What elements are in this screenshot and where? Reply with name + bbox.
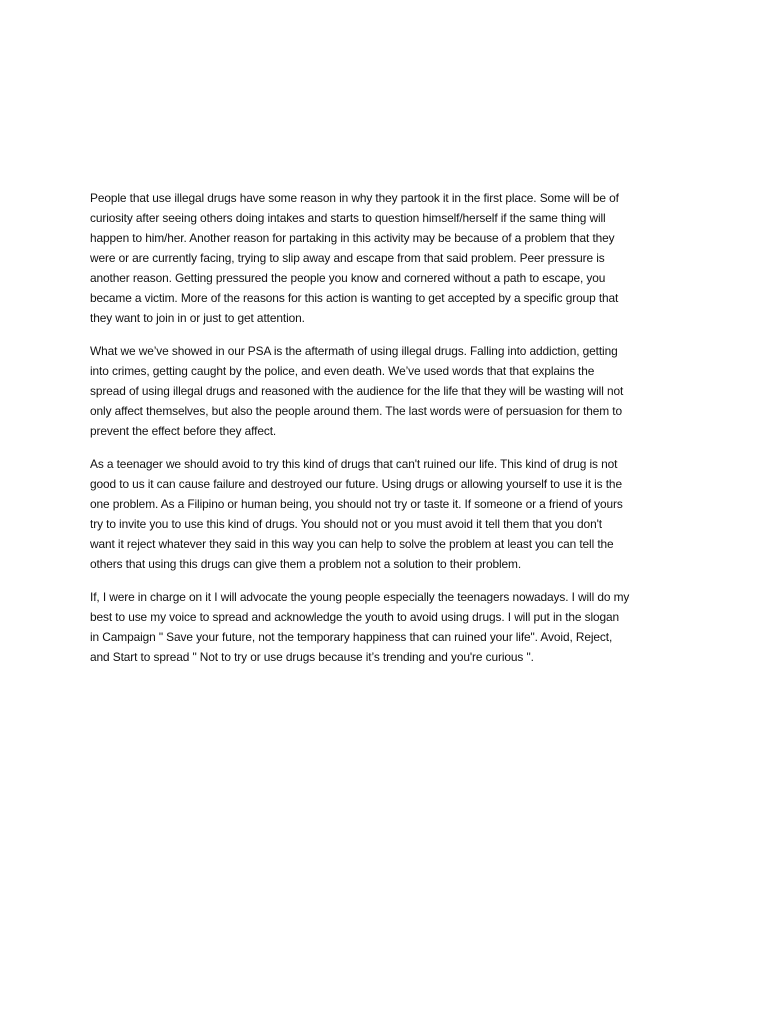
text-line: best to use my voice to spread and acknowledge the youth to avoid using drugs. I will put in the slogan — [90, 610, 620, 624]
text-line: and Start to spread " Not to try or use drugs because it’s trending and you're curious ". — [90, 650, 534, 664]
paragraph-4 — [90, 587, 680, 667]
text-line: one problem. As a Filipino or human being, you should not try or taste it. If someone or a friend of yours — [90, 497, 623, 511]
text-line: What we we’ve showed in our PSA is the aftermath of using illegal drugs. Falling into addiction, getting — [90, 344, 618, 358]
text-line: curiosity after seeing others doing intakes and starts to question himself/herself if the same thing will — [90, 211, 606, 225]
text-line: People that use illegal drugs have some reason in why they partook it in the first place. Some will be of — [90, 191, 619, 205]
text-line: others that using this drugs can give them a problem not a solution to their problem. — [90, 557, 522, 571]
text-line: good to us it can cause failure and destroyed our future. Using drugs or allowing yourself to use it is the — [90, 477, 622, 491]
text-line: were or are currently facing, trying to slip away and escape from that said problem. Peer pressure is — [90, 251, 605, 265]
text-line: into crimes, getting caught by the police, and even death. We’ve used words that that explains the — [90, 364, 595, 378]
text-line: If, I were in charge on it I will advocate the young people especially the teenagers nowadays. I will do my — [90, 590, 630, 604]
text-line: happen to him/her. Another reason for partaking in this activity may be because of a problem that they — [90, 231, 615, 245]
text-line: prevent the effect before they affect. — [90, 424, 277, 438]
text-line: they want to join in or just to get attention. — [90, 311, 305, 325]
text-line: spread of using illegal drugs and reasoned with the audience for the life that they will be wasting will not — [90, 384, 624, 398]
document-body — [90, 188, 680, 680]
paragraph-3 — [90, 454, 680, 574]
paragraph-2 — [90, 341, 680, 441]
text-line: only affect themselves, but also the people around them. The last words were of persuasion for them to — [90, 404, 623, 418]
text-line: in Campaign " Save your future, not the temporary happiness that can ruined your life". Avoid, Reject, — [90, 630, 613, 644]
paragraph-1 — [90, 188, 680, 328]
text-line: another reason. Getting pressured the people you know and cornered without a path to escape, you — [90, 271, 606, 285]
text-line: want it reject whatever they said in this way you can help to solve the problem at least you can tell the — [90, 537, 614, 551]
text-line: try to invite you to use this kind of drugs. You should not or you must avoid it tell them that you don't — [90, 517, 602, 531]
text-line: As a teenager we should avoid to try this kind of drugs that can't ruined our life. This kind of drug is not — [90, 457, 618, 471]
text-line: became a victim. More of the reasons for this action is wanting to get accepted by a specific group that — [90, 291, 619, 305]
